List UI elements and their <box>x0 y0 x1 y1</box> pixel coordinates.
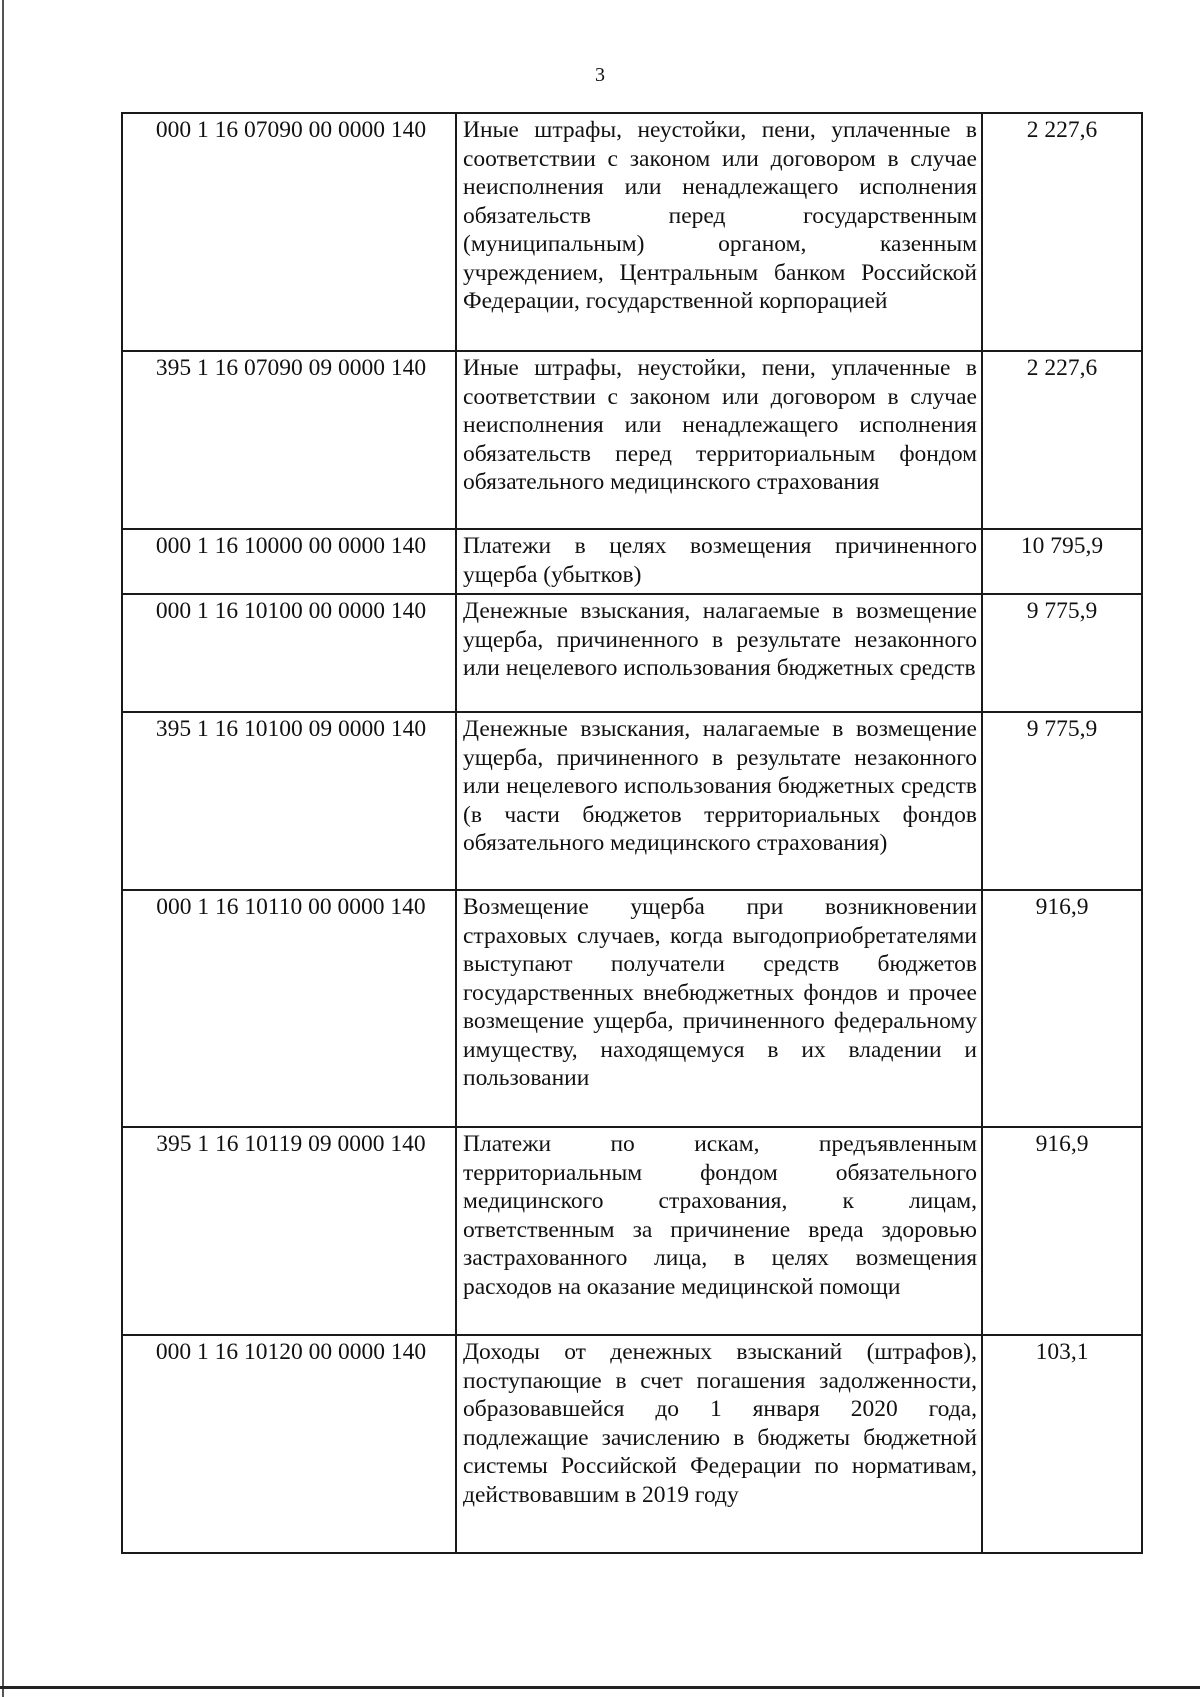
amount-cell: 103,1 <box>982 1335 1142 1553</box>
table-row <box>122 1127 1142 1335</box>
amount-cell: 2 227,6 <box>982 113 1142 351</box>
amount-cell: 916,9 <box>982 890 1142 1127</box>
budget-code-cell: 000 1 16 10100 00 0000 140 <box>122 594 456 712</box>
amount-cell: 9 775,9 <box>982 594 1142 712</box>
budget-code-cell: 000 1 16 10120 00 0000 140 <box>122 1335 456 1553</box>
description-cell: Денежные взыскания, налагаемые в возмещение ущерба, причиненного в результате незаконного или нецелевого использования бюджетных средств (в части бюджетов территориальных фондов обязательного медицинского страхования) <box>456 712 982 890</box>
budget-code-cell: 000 1 16 10110 00 0000 140 <box>122 890 456 1127</box>
budget-revenue-table <box>121 112 1143 1554</box>
table-row <box>122 890 1142 1127</box>
page-number: 3 <box>595 64 605 86</box>
table-row <box>122 712 1142 890</box>
scan-edge-line <box>2 0 4 1697</box>
table-row <box>122 1335 1142 1553</box>
budget-code-cell: 000 1 16 10000 00 0000 140 <box>122 529 456 594</box>
table-row <box>122 351 1142 529</box>
amount-cell: 2 227,6 <box>982 351 1142 529</box>
description-cell: Иные штрафы, неустойки, пени, уплаченные в соответствии с законом или договором в случае неисполнения или ненадлежащего исполнения обязательств перед территориальным фондом обязательного медицинского страхования <box>456 351 982 529</box>
description-cell: Денежные взыскания, налагаемые в возмещение ущерба, причиненного в результате незаконного или нецелевого использования бюджетных средств <box>456 594 982 712</box>
scan-bottom-edge <box>0 1686 1200 1689</box>
amount-cell: 10 795,9 <box>982 529 1142 594</box>
description-cell: Доходы от денежных взысканий (штрафов), поступающие в счет погашения задолженности, образовавшейся до 1 января 2020 года, подлежащие зачислению в бюджеты бюджетной системы Российской Федерации по нормативам, действовавшим в 2019 году <box>456 1335 982 1553</box>
budget-code-cell: 395 1 16 10119 09 0000 140 <box>122 1127 456 1335</box>
description-cell: Платежи по искам, предъявленным территориальным фондом обязательного медицинского страхования, к лицам, ответственным за причинение вреда здоровью застрахованного лица, в целях возмещения расходов на оказание медицинской помощи <box>456 1127 982 1335</box>
amount-cell: 916,9 <box>982 1127 1142 1335</box>
budget-code-cell: 395 1 16 10100 09 0000 140 <box>122 712 456 890</box>
amount-cell: 9 775,9 <box>982 712 1142 890</box>
description-cell: Иные штрафы, неустойки, пени, уплаченные в соответствии с законом или договором в случае неисполнения или ненадлежащего исполнения обязательств перед государственным (муниципальным) органом, казенным учреждением, Центральным банком Российской Федерации, государственной корпорацией <box>456 113 982 351</box>
description-cell: Возмещение ущерба при возникновении страховых случаев, когда выгодоприобретателями выступают получатели средств бюджетов государственных внебюджетных фондов и прочее возмещение ущерба, причиненного федеральному имуществу, находящемуся в их владении и пользовании <box>456 890 982 1127</box>
table-row <box>122 594 1142 712</box>
budget-code-cell: 395 1 16 07090 09 0000 140 <box>122 351 456 529</box>
budget-code-cell: 000 1 16 07090 00 0000 140 <box>122 113 456 351</box>
table-row <box>122 113 1142 351</box>
description-cell: Платежи в целях возмещения причиненного ущерба (убытков) <box>456 529 982 594</box>
table-row <box>122 529 1142 594</box>
